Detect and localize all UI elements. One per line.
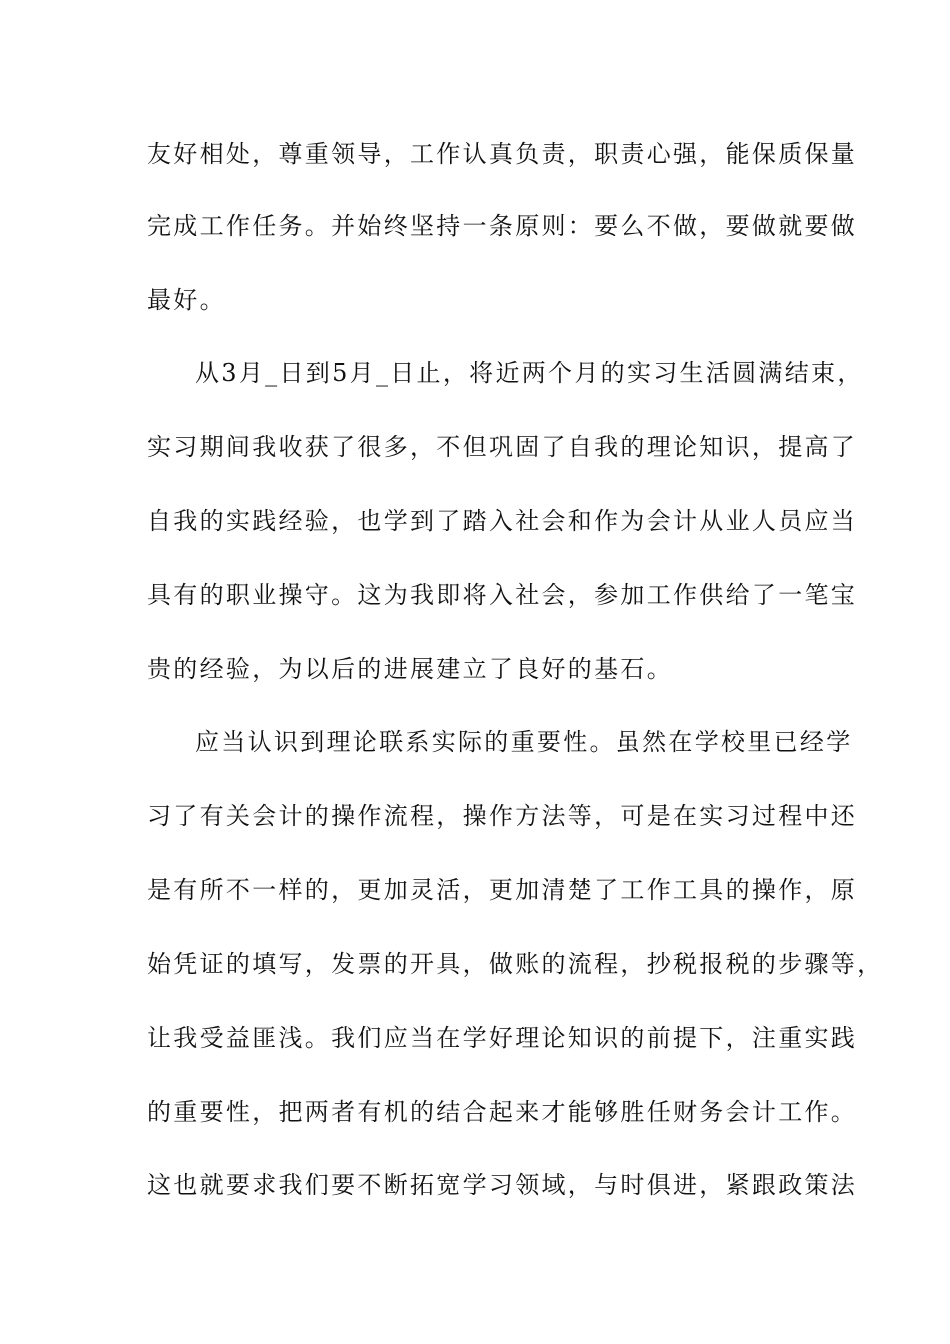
text-line: 最好。 bbox=[147, 286, 226, 314]
text-line: 始凭证的填写，发票的开具，做账的流程，抄税报税的步骤等， bbox=[147, 950, 884, 978]
text-line: 的重要性，把两者有机的结合起来才能够胜任财务会计工作。 bbox=[147, 1098, 858, 1126]
text-line: 让我受益匪浅。我们应当在学好理论知识的前提下，注重实践 bbox=[147, 1024, 858, 1052]
text-line: 是有所不一样的，更加灵活，更加清楚了工作工具的操作，原 bbox=[147, 876, 858, 904]
paragraph-first-line: 从3月_日到5月_日止，将近两个月的实习生活圆满结束， bbox=[195, 359, 864, 387]
text-line: 实习期间我收获了很多，不但巩固了自我的理论知识，提高了 bbox=[147, 433, 858, 461]
text-line: 自我的实践经验，也学到了踏入社会和作为会计从业人员应当 bbox=[147, 507, 858, 535]
text-line: 这也就要求我们要不断拓宽学习领域，与时俱进，紧跟政策法 bbox=[147, 1171, 858, 1199]
text-line: 习了有关会计的操作流程，操作方法等，可是在实习过程中还 bbox=[147, 802, 858, 830]
text-line: 贵的经验，为以后的进展建立了良好的基石。 bbox=[147, 655, 673, 683]
text-line: 具有的职业操守。这为我即将入社会，参加工作供给了一笔宝 bbox=[147, 581, 858, 609]
text-line: 完成工作任务。并始终坚持一条原则：要么不做，要做就要做 bbox=[147, 212, 858, 240]
text-line: 友好相处，尊重领导，工作认真负责，职责心强，能保质保量 bbox=[147, 140, 858, 168]
paragraph-first-line: 应当认识到理论联系实际的重要性。虽然在学校里已经学 bbox=[195, 728, 853, 756]
